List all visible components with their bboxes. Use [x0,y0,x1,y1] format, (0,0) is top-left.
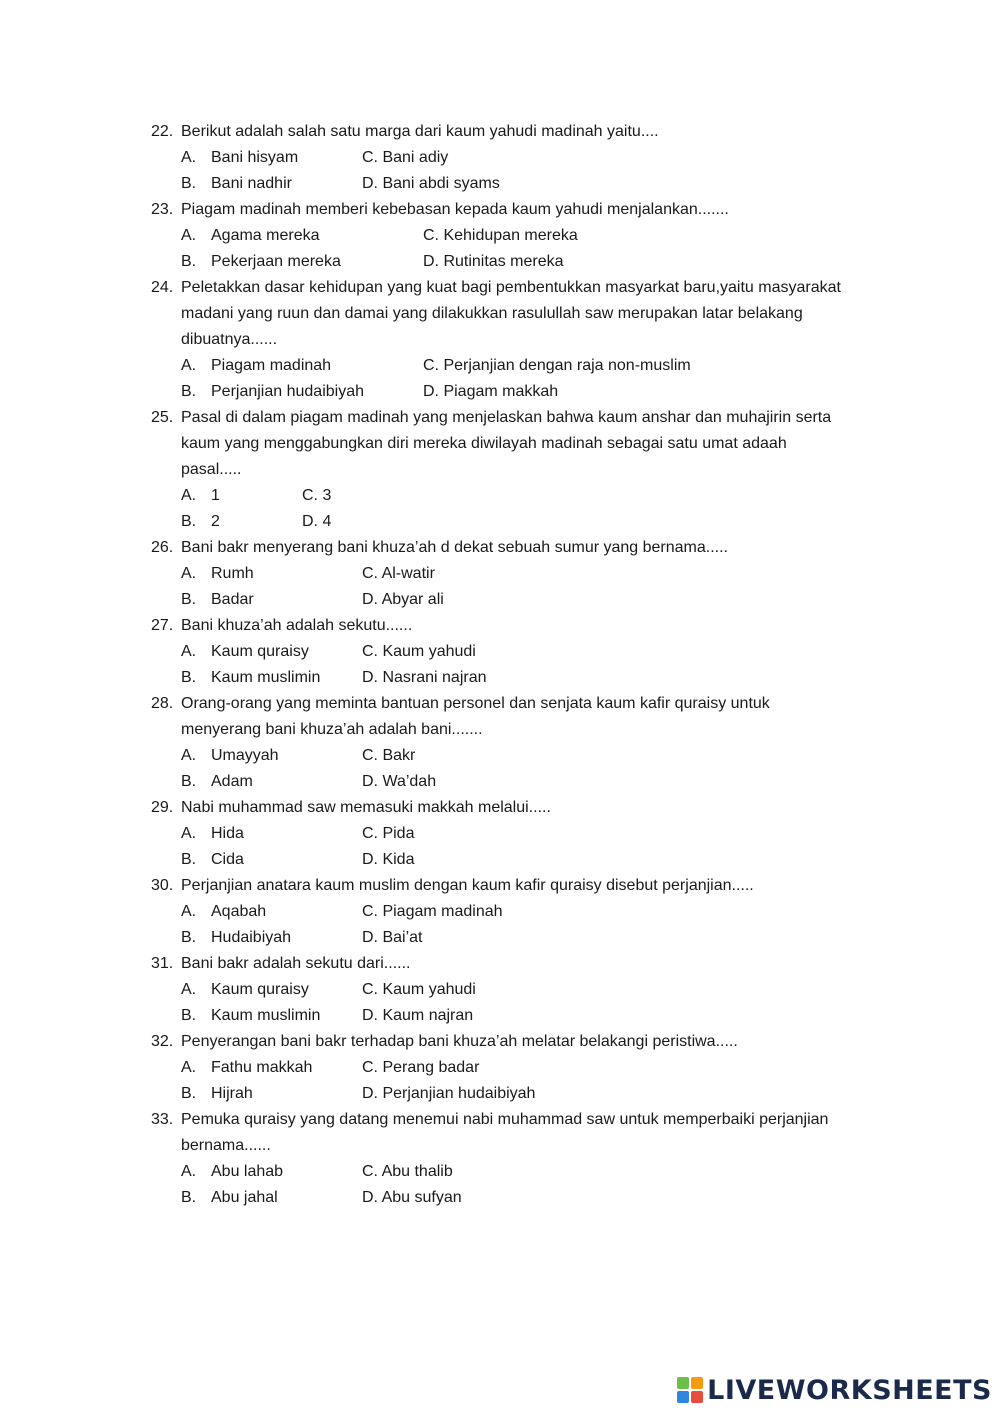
option-letter: A. [181,1059,197,1076]
question-item [0,873,1000,951]
question-item [0,951,1000,1029]
option-text-right: D. Kida [362,851,415,868]
option-letter: B. [181,175,197,192]
option-text: Kaum quraisy [211,643,309,660]
option-text: Kaum muslimin [211,669,321,686]
option-letter: A. [181,357,197,374]
question-text: pasal..... [181,461,242,478]
option-text-right: C. Perjanjian dengan raja non-muslim [423,357,691,374]
question-number: 29. [151,799,174,816]
question-line [0,1107,1000,1133]
option-text: Kaum muslimin [211,1007,321,1024]
question-text: Pasal di dalam piagam madinah yang menjelaskan bahwa kaum anshar dan muhajirin serta [181,409,832,426]
liveworksheets-watermark [677,1373,992,1407]
option-text-right: D. Kaum najran [362,1007,474,1024]
option-text: Piagam madinah [211,357,332,374]
question-line [0,795,1000,821]
question-text: bernama...... [181,1137,271,1154]
question-item [0,1107,1000,1211]
question-item [0,405,1000,535]
answer-option-row [0,847,1000,873]
answer-option-row [0,769,1000,795]
answer-option-row [0,743,1000,769]
worksheet-page [0,119,1000,1211]
option-letter: A. [181,1163,197,1180]
option-letter: A. [181,227,197,244]
option-text: Bani hisyam [211,149,299,166]
question-item [0,275,1000,405]
question-item [0,691,1000,795]
question-number: 26. [151,539,174,556]
option-text: Umayyah [211,747,279,764]
answer-option-row [0,899,1000,925]
option-text: Hudaibiyah [211,929,292,946]
question-number: 30. [151,877,174,894]
question-number: 31. [151,955,174,972]
question-number: 24. [151,279,174,296]
answer-option-row [0,665,1000,691]
option-text-right: C. Bakr [362,747,416,764]
question-item [0,119,1000,197]
option-letter: A. [181,565,197,582]
option-text: 2 [211,513,220,530]
liveworksheets-logo-icon [677,1377,703,1403]
option-text: Adam [211,773,253,790]
option-text: Aqabah [211,903,267,920]
question-text: Nabi muhammad saw memasuki makkah melalui..... [181,799,551,816]
question-item [0,795,1000,873]
option-text-right: D. Nasrani najran [362,669,487,686]
answer-option-row [0,249,1000,275]
answer-option-row [0,483,1000,509]
option-text: Pekerjaan mereka [211,253,341,270]
question-text: Bani bakr adalah sekutu dari...... [181,955,411,972]
option-text: Fathu makkah [211,1059,313,1076]
question-item [0,197,1000,275]
question-text: madani yang ruun dan damai yang dilakukkan rasulullah saw merupakan latar belakang [181,305,803,322]
answer-option-row [0,977,1000,1003]
option-letter: A. [181,981,197,998]
option-text: 1 [211,487,220,504]
option-text-right: C. 3 [302,487,332,504]
answer-option-row [0,561,1000,587]
question-text: Bani khuza’ah adalah sekutu...... [181,617,413,634]
option-letter: B. [181,253,197,270]
question-text: Peletakkan dasar kehidupan yang kuat bagi pembentukkan masyarkat baru,yaitu masyarakat [181,279,841,296]
question-line [0,197,1000,223]
question-line [0,405,1000,431]
option-letter: A. [181,747,197,764]
question-text: Pemuka quraisy yang datang menemui nabi muhammad saw untuk memperbaiki perjanjian [181,1111,829,1128]
question-number: 32. [151,1033,174,1050]
option-text-right: C. Perang badar [362,1059,480,1076]
question-text: menyerang bani khuza’ah adalah bani....... [181,721,483,738]
question-line [0,691,1000,717]
option-letter: B. [181,1189,197,1206]
answer-option-row [0,509,1000,535]
option-text-right: C. Piagam madinah [362,903,503,920]
answer-option-row [0,1003,1000,1029]
question-line [0,457,1000,483]
answer-option-row [0,639,1000,665]
question-line [0,327,1000,353]
answer-option-row [0,1185,1000,1211]
option-letter: A. [181,487,197,504]
question-number: 27. [151,617,174,634]
option-letter: B. [181,929,197,946]
option-letter: A. [181,149,197,166]
brand-name: LIVEWORKSHEETS [707,1374,992,1406]
option-text-right: C. Kaum yahudi [362,981,476,998]
question-number: 22. [151,123,174,140]
option-letter: B. [181,591,197,608]
option-text-right: D. Bani abdi syams [362,175,500,192]
option-text-right: C. Kaum yahudi [362,643,476,660]
question-line [0,1029,1000,1055]
option-text-right: D. 4 [302,513,332,530]
question-text: Piagam madinah memberi kebebasan kepada kaum yahudi menjalankan....... [181,201,729,218]
question-text: dibuatnya...... [181,331,278,348]
option-text: Hida [211,825,244,842]
question-text: Perjanjian anatara kaum muslim dengan kaum kafir quraisy disebut perjanjian..... [181,877,754,894]
option-letter: B. [181,773,197,790]
option-text: Rumh [211,565,254,582]
question-line [0,275,1000,301]
question-line [0,301,1000,327]
option-text: Hijrah [211,1085,253,1102]
question-number: 33. [151,1111,174,1128]
question-text: kaum yang menggabungkan diri mereka diwilayah madinah sebagai satu umat adaah [181,435,787,452]
question-number: 23. [151,201,174,218]
answer-option-row [0,925,1000,951]
question-line [0,119,1000,145]
option-text: Abu lahab [211,1163,284,1180]
option-text-right: C. Kehidupan mereka [423,227,578,244]
question-line [0,873,1000,899]
question-line [0,613,1000,639]
answer-option-row [0,1159,1000,1185]
option-letter: B. [181,669,197,686]
question-line [0,951,1000,977]
question-line [0,717,1000,743]
answer-option-row [0,145,1000,171]
question-text: Bani bakr menyerang bani khuza’ah d dekat sebuah sumur yang bernama..... [181,539,728,556]
answer-option-row [0,587,1000,613]
option-text-right: C. Abu thalib [362,1163,453,1180]
option-text: Abu jahal [211,1189,278,1206]
question-text: Orang-orang yang meminta bantuan personel dan senjata kaum kafir quraisy untuk [181,695,770,712]
answer-option-row [0,1055,1000,1081]
answer-option-row [0,171,1000,197]
option-text: Bani nadhir [211,175,292,192]
option-letter: A. [181,643,197,660]
option-text-right: C. Al-watir [362,565,435,582]
question-item [0,613,1000,691]
question-line [0,535,1000,561]
option-letter: B. [181,1007,197,1024]
option-letter: B. [181,1085,197,1102]
question-text: Penyerangan bani bakr terhadap bani khuza’ah melatar belakangi peristiwa..... [181,1033,738,1050]
option-text-right: D. Abu sufyan [362,1189,462,1206]
option-text-right: D. Rutinitas mereka [423,253,564,270]
option-text-right: D. Bai’at [362,929,423,946]
option-text-right: D. Piagam makkah [423,383,559,400]
question-line [0,431,1000,457]
answer-option-row [0,379,1000,405]
answer-option-row [0,223,1000,249]
option-letter: B. [181,383,197,400]
option-text-right: C. Pida [362,825,415,842]
question-number: 25. [151,409,174,426]
question-line [0,1133,1000,1159]
option-text-right: D. Perjanjian hudaibiyah [362,1085,536,1102]
question-item [0,535,1000,613]
option-text-right: D. Wa’dah [362,773,437,790]
answer-option-row [0,821,1000,847]
option-text-right: C. Bani adiy [362,149,449,166]
question-item [0,1029,1000,1107]
option-letter: A. [181,903,197,920]
question-text: Berikut adalah salah satu marga dari kaum yahudi madinah yaitu.... [181,123,659,140]
answer-option-row [0,353,1000,379]
option-text: Kaum quraisy [211,981,309,998]
question-number: 28. [151,695,174,712]
option-text: Cida [211,851,244,868]
option-text: Perjanjian hudaibiyah [211,383,364,400]
option-letter: A. [181,825,197,842]
answer-option-row [0,1081,1000,1107]
option-letter: B. [181,513,197,530]
option-text-right: D. Abyar ali [362,591,444,608]
option-text: Agama mereka [211,227,320,244]
option-text: Badar [211,591,254,608]
option-letter: B. [181,851,197,868]
